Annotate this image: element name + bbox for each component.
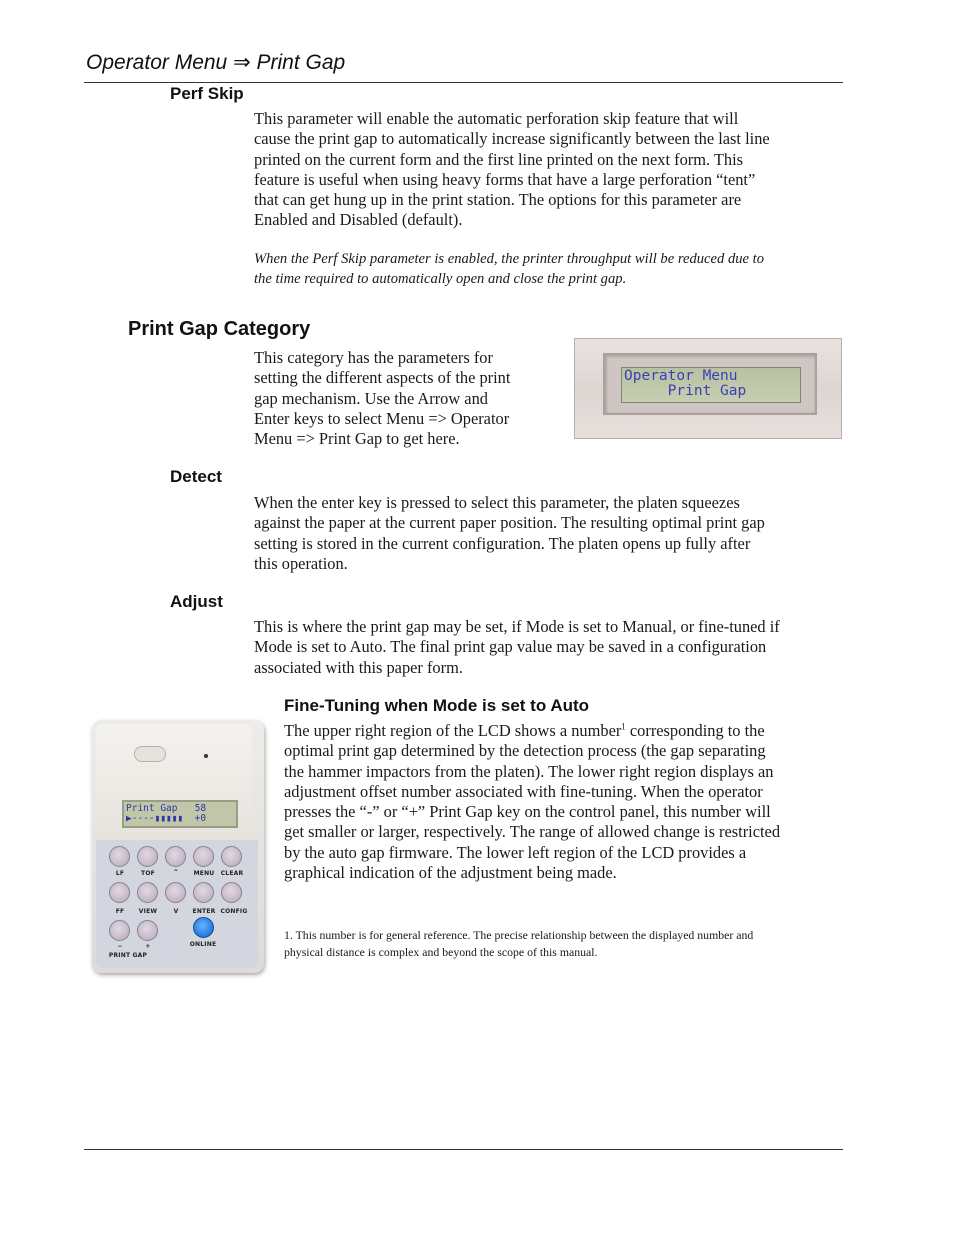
enter-key <box>193 882 214 903</box>
text-line: adjustment offset number associated with fine-tuning. When the operator <box>284 781 763 801</box>
header-rule <box>84 82 843 83</box>
note-line: the time required to automatically open and close the print gap. <box>254 271 627 288</box>
footnote-line: 1. This number is for general reference. The precise relationship between the displayed number and <box>284 928 754 942</box>
text-line: printed on the current form and the first line printed on the next form. This <box>254 149 744 169</box>
print-gap-category-heading: Print Gap Category <box>128 318 311 340</box>
indicator-dot <box>204 754 208 758</box>
text-run: corresponding to the <box>625 721 765 740</box>
enter-key-label: ENTER <box>192 908 216 915</box>
text-line: This is where the print gap may be set, if Mode is set to Manual, or fine-tuned if <box>254 617 780 636</box>
perf-skip-heading: Perf Skip <box>170 84 244 103</box>
running-header: Operator Menu ⇒ Print Gap <box>86 51 346 74</box>
text-line: cause the print gap to automatically increase significantly between the last line <box>254 129 770 149</box>
lcd-line-2: Print Gap <box>624 383 747 399</box>
text-line: optimal print gap determined by the detection process (the gap separating <box>284 741 766 761</box>
footer-rule <box>84 1149 843 1150</box>
text-line: feature is useful when using heavy forms that have a large perforation “tent” <box>254 169 756 189</box>
detect-heading: Detect <box>170 467 222 486</box>
text-run: The upper right region of the LCD shows a number <box>284 721 622 740</box>
down-key-label: V <box>173 908 179 915</box>
control-panel-photo <box>92 720 264 973</box>
lf-key <box>109 846 130 867</box>
perf-skip-note <box>254 249 854 290</box>
down-key <box>165 882 186 903</box>
tof-key <box>137 846 158 867</box>
text-line: setting the different aspects of the print <box>254 368 511 388</box>
lcd-line-1: Operator Menu <box>624 368 738 384</box>
text-line: by the auto gap firmware. The lower left region of the LCD provides a <box>284 842 747 862</box>
config-key <box>221 882 242 903</box>
print-gap-minus-key <box>109 920 130 941</box>
menu-key-label: MENU <box>193 870 215 877</box>
online-key <box>193 917 214 938</box>
text-line: associated with this paper form. <box>254 657 463 677</box>
print-gap-plus-key <box>137 920 158 941</box>
view-key <box>137 882 158 903</box>
ff-key <box>109 882 130 903</box>
text-line: against the paper at the current paper position. The resulting optimal print gap <box>254 513 765 533</box>
text-line: gap mechanism. Use the Arrow and <box>254 388 488 408</box>
text-line: the hammer impactors from the platen). The lower right region displays an <box>284 761 774 781</box>
print-gap-key-label: PRINT GAP <box>108 952 148 959</box>
footnote <box>284 927 854 961</box>
text-line: this operation. <box>254 553 348 573</box>
print-gap-category-body <box>254 348 564 449</box>
up-key-label: ^ <box>173 869 179 876</box>
online-key-label: ONLINE <box>189 941 217 948</box>
text-line: graphical indication of the adjustment being made. <box>284 863 617 883</box>
view-key-label: VIEW <box>138 908 158 915</box>
up-key <box>165 846 186 867</box>
text-line <box>284 721 854 741</box>
panel-lcd-line-1: Print Gap 58 <box>126 803 207 814</box>
panel-lcd-screen <box>122 800 238 828</box>
text-line: Enter keys to select Menu => Operator <box>254 408 510 428</box>
minus-key-label: − <box>117 943 123 950</box>
lcd-bezel <box>603 353 817 415</box>
clear-key-label: CLEAR <box>220 870 244 877</box>
detect-body <box>254 493 854 574</box>
tof-key-label: TOF <box>141 870 155 877</box>
fine-tuning-heading: Fine-Tuning when Mode is set to Auto <box>284 696 590 715</box>
plus-key-label: + <box>145 943 151 950</box>
text-line: This parameter will enable the automatic perforation skip feature that will <box>254 109 739 128</box>
text-line: When the enter key is pressed to select this parameter, the platen squeezes <box>254 493 740 512</box>
clear-key <box>221 846 242 867</box>
fine-tuning-body <box>284 721 854 883</box>
text-line: setting is stored in the current configuration. The platen opens up fully after <box>254 533 751 553</box>
footnote-ref: 1 <box>621 721 626 732</box>
lcd-display-photo <box>574 338 842 439</box>
lcd-screen <box>621 367 801 403</box>
menu-key <box>193 846 214 867</box>
panel-keypad <box>96 840 258 968</box>
text-line: Mode is set to Auto. The final print gap value may be saved in a configuration <box>254 637 767 657</box>
adjust-body <box>254 617 854 678</box>
text-line: presses the “-” or “+” Print Gap key on the control panel, this number will <box>284 802 771 822</box>
perf-skip-body <box>254 109 854 231</box>
text-line: Enabled and Disabled (default). <box>254 210 463 230</box>
note-line: When the Perf Skip parameter is enabled, the printer throughput will be reduced due to <box>254 251 765 267</box>
panel-lcd-line-2: ▶----▮▮▮▮▮ +0 <box>126 813 207 824</box>
text-line: This category has the parameters for <box>254 348 493 367</box>
ff-key-label: FF <box>115 908 125 915</box>
lf-key-label: LF <box>115 870 125 877</box>
panel-upper-housing <box>96 724 252 844</box>
text-line: that can get hung up in the print station. The options for this parameter are <box>254 190 742 210</box>
adjust-heading: Adjust <box>170 592 223 611</box>
indicator-lens <box>134 746 166 762</box>
config-key-label: CONFIG <box>220 908 248 915</box>
footnote-line: physical distance is complex and beyond the scope of this manual. <box>284 945 598 959</box>
text-line: get smaller or larger, respectively. The range of allowed change is restricted <box>284 822 781 842</box>
text-line: Menu => Print Gap to get here. <box>254 429 460 449</box>
